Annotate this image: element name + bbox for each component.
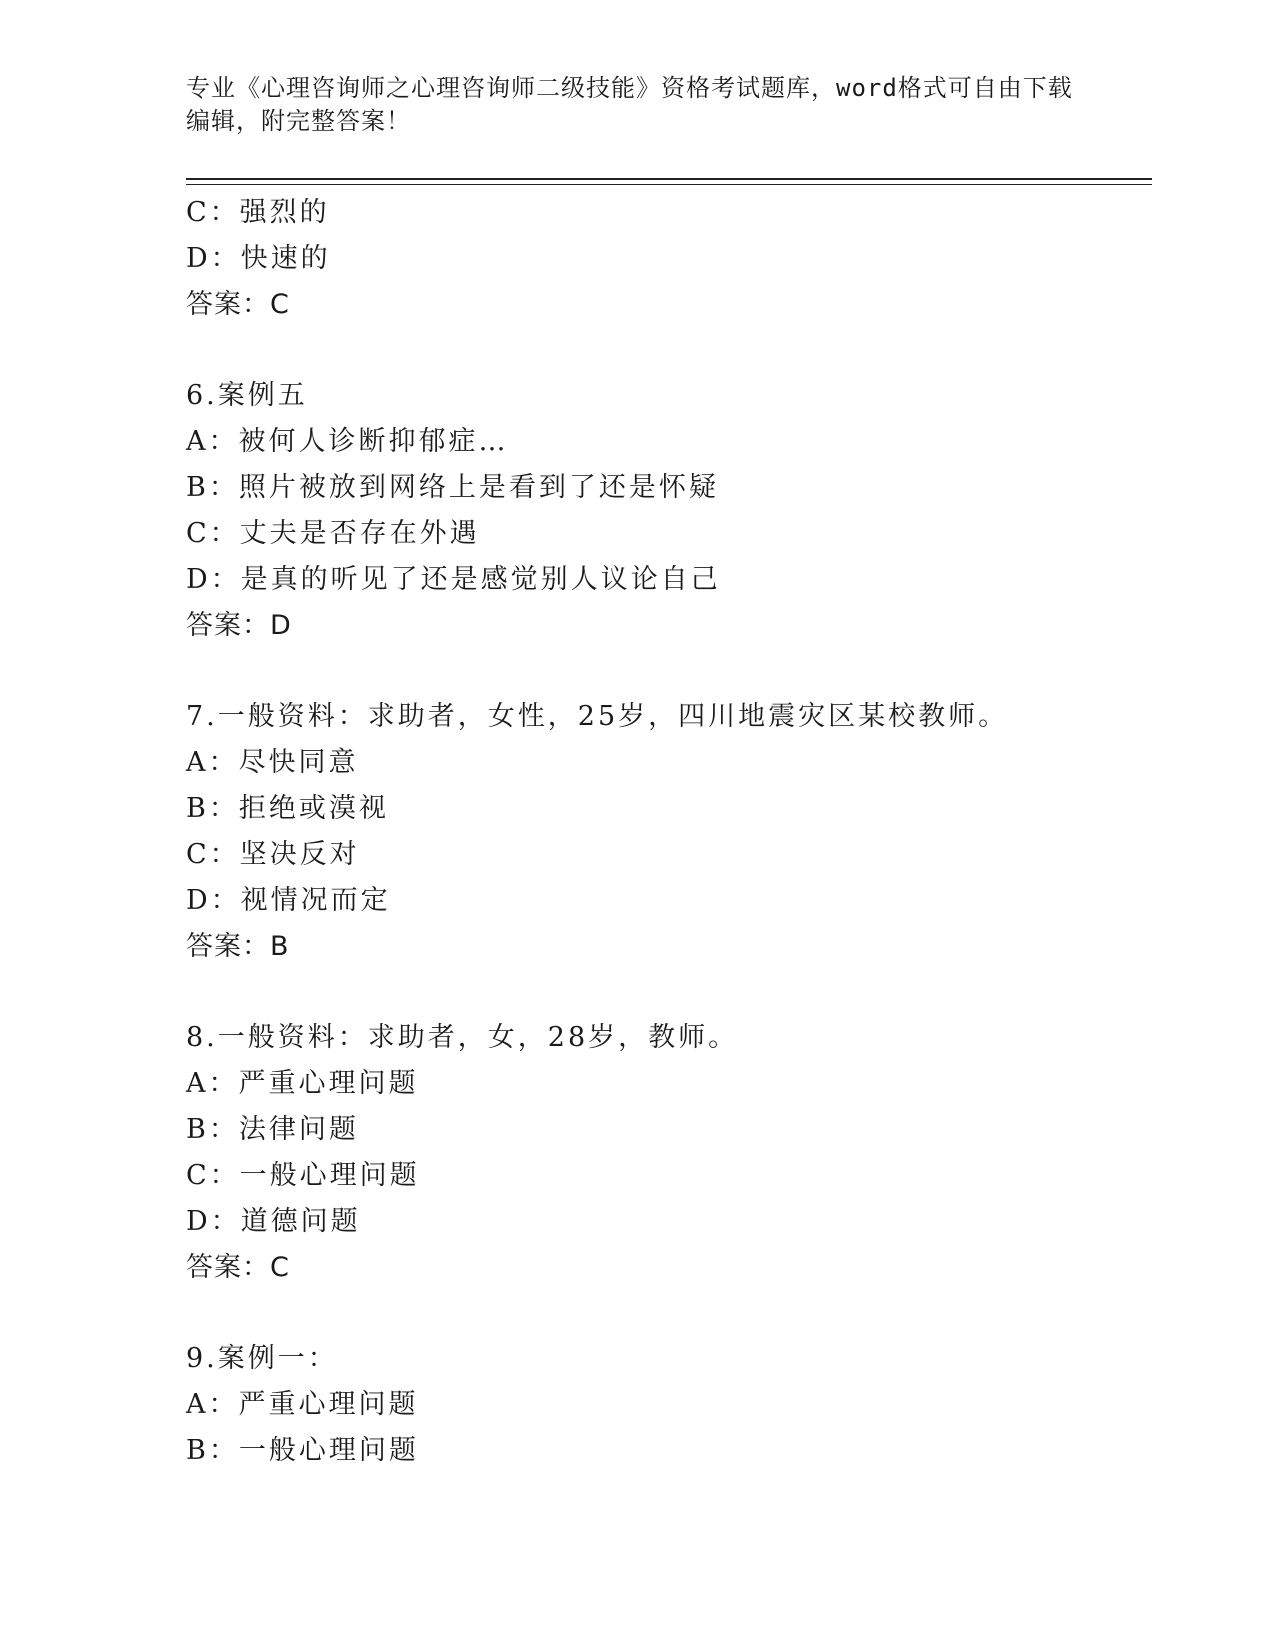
option-b: B：照片被放到网络上是看到了还是怀疑 [186,472,719,503]
option-c: C：一般心理问题 [186,1160,420,1191]
question-block [186,694,1146,970]
document-header [186,72,1086,138]
question-text: 7.一般资料：求助者，女性，25岁，四川地震灾区某校教师。 [186,701,1009,732]
option-b: B：一般心理问题 [186,1435,419,1466]
option-a: A：尽快同意 [186,747,359,778]
option-d: D：快速的 [186,243,331,274]
option-a: A：严重心理问题 [186,1068,419,1099]
header-line-2: 编辑，附完整答案！ [186,107,411,135]
option-d: D：视情况而定 [186,885,391,916]
question-block [186,1015,1146,1291]
question-text: 8.一般资料：求助者，女，28岁，教师。 [186,1022,739,1053]
option-b: B：法律问题 [186,1114,359,1145]
question-block [186,373,1146,649]
answer: 答案：D [186,610,292,641]
option-a: A：严重心理问题 [186,1389,419,1420]
header-rule-thick [186,178,1152,180]
answer: 答案：B [186,931,290,962]
question-text: 9.案例一： [186,1343,338,1374]
option-d: D：道德问题 [186,1206,361,1237]
answer: 答案：C [186,289,290,320]
question-block [186,190,1146,328]
question-block [186,1336,1146,1474]
option-c: C：丈夫是否存在外遇 [186,518,480,549]
header-line-1: 专业《心理咨询师之心理咨询师二级技能》资格考试题库，word格式可自由下载 [186,74,1073,102]
option-c: C：强烈的 [186,197,330,228]
option-c: C：坚决反对 [186,839,360,870]
question-list [186,190,1146,1474]
option-b: B：拒绝或漠视 [186,793,389,824]
answer: 答案：C [186,1252,290,1283]
option-d: D：是真的听见了还是感觉别人议论自己 [186,564,721,595]
option-a: A：被何人诊断抑郁症… [186,426,509,457]
header-rule-thin [186,184,1152,185]
question-text: 6.案例五 [186,380,308,411]
